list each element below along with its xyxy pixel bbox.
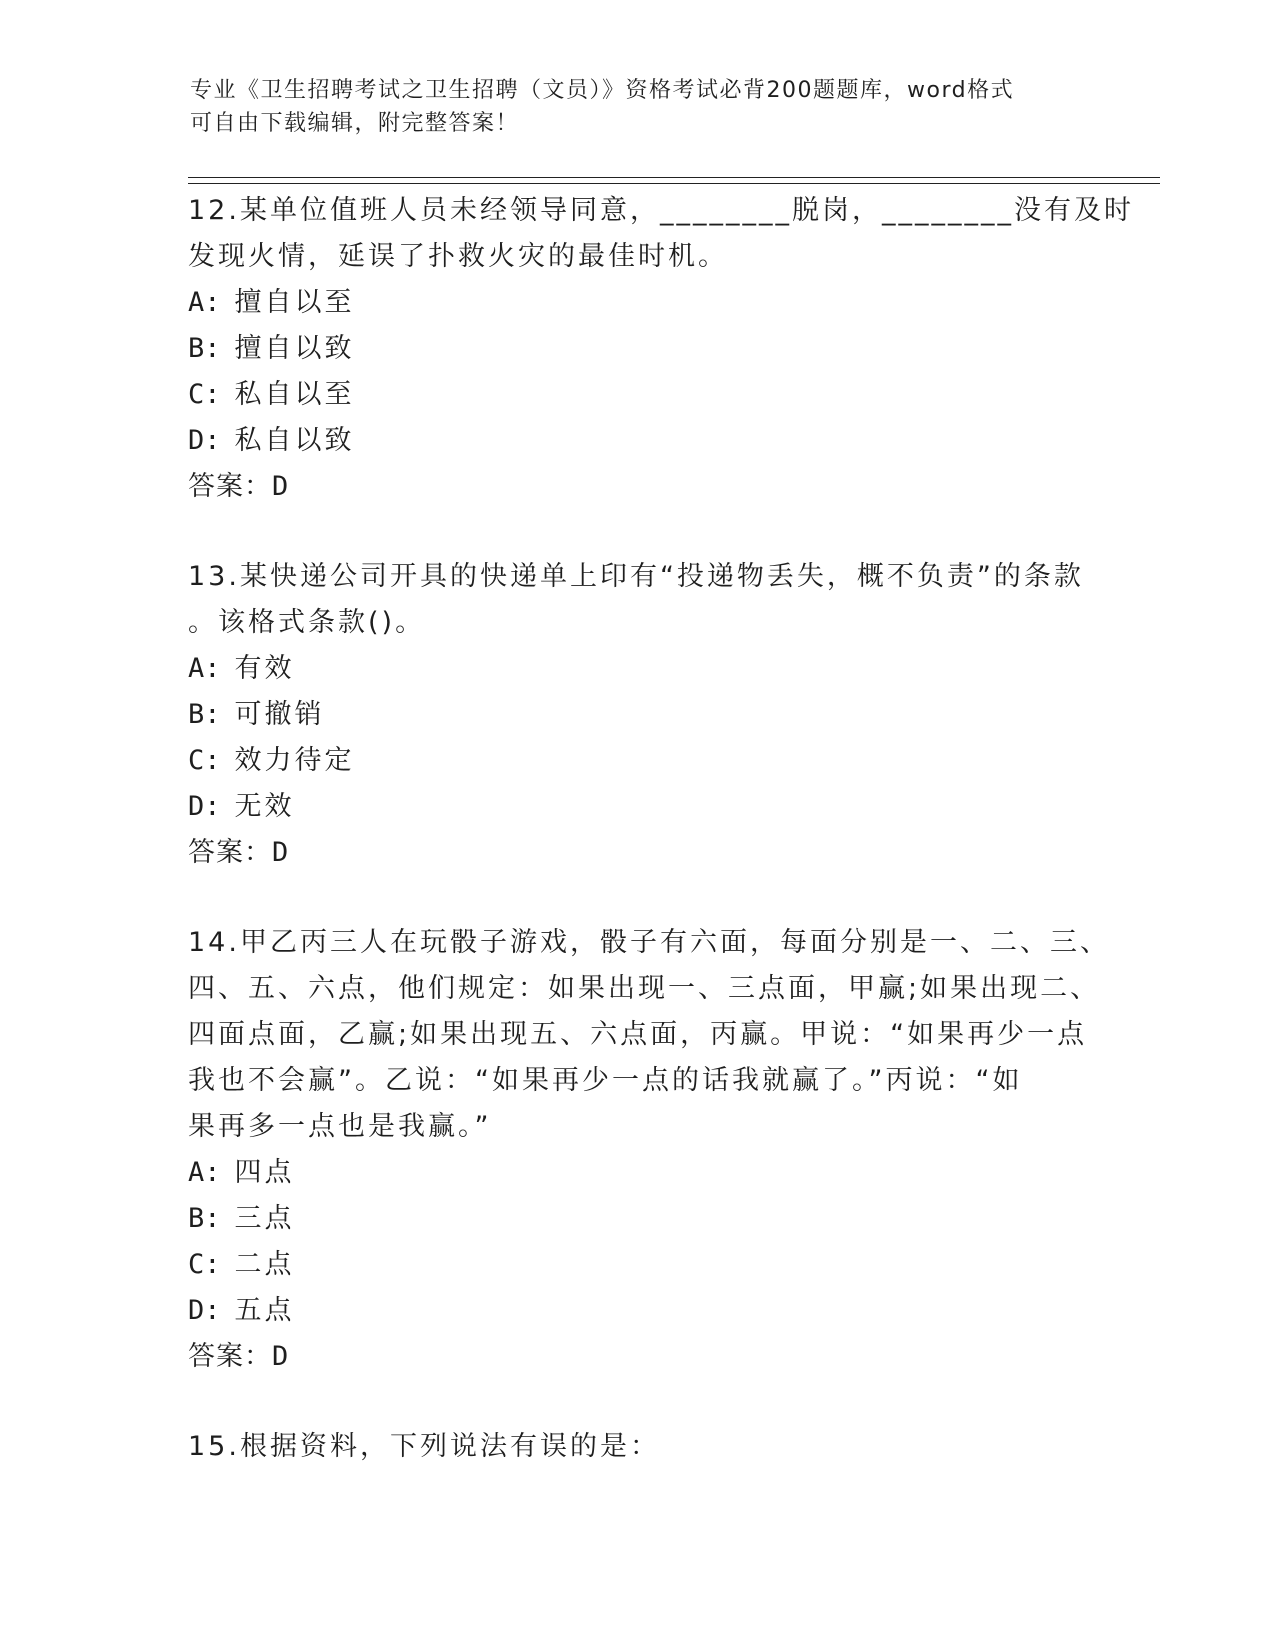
answer-value: D	[272, 471, 290, 502]
question-text-line: 15.根据资料，下列说法有误的是：	[188, 1431, 660, 1462]
question-15	[188, 1424, 1088, 1470]
option-letter: D:	[188, 425, 221, 456]
answer-value: D	[272, 1341, 290, 1372]
option-letter: D:	[188, 1295, 221, 1326]
answer-line	[188, 464, 1088, 510]
option-a	[188, 1150, 1088, 1196]
question-text-line: 13.某快递公司开具的快递单上印有“投递物丢失，概不负责”的条款	[188, 561, 1084, 592]
option-text: 有效	[234, 653, 295, 684]
answer-line	[188, 830, 1088, 876]
option-text: 擅自以致	[234, 333, 355, 364]
question-text-line: 我也不会赢”。乙说：“如果再少一点的话我就赢了。”丙说：“如	[188, 1065, 1023, 1096]
question-text-line: 12.某单位值班人员未经领导同意，________脱岗，________没有及时	[188, 195, 1134, 226]
option-c	[188, 372, 1088, 418]
option-letter: C:	[188, 1249, 221, 1280]
option-letter: D:	[188, 791, 221, 822]
option-letter: B:	[188, 333, 221, 364]
option-text: 五点	[234, 1295, 295, 1326]
option-c	[188, 1242, 1088, 1288]
option-b	[188, 1196, 1088, 1242]
option-d	[188, 784, 1088, 830]
question-13	[188, 554, 1088, 876]
option-text: 私自以至	[234, 379, 355, 410]
option-letter: C:	[188, 745, 221, 776]
question-text-line: 。该格式条款()。	[188, 607, 426, 638]
option-text: 擅自以至	[234, 287, 355, 318]
option-d	[188, 1288, 1088, 1334]
option-text: 无效	[234, 791, 295, 822]
header-divider-top	[188, 177, 1160, 178]
answer-label: 答案：	[188, 837, 272, 868]
option-letter: C:	[188, 379, 221, 410]
option-c	[188, 738, 1088, 784]
question-text-line: 四面点面，乙赢;如果出现五、六点面，丙赢。甲说：“如果再少一点	[188, 1019, 1088, 1050]
option-letter: A:	[188, 1157, 221, 1188]
option-letter: B:	[188, 1203, 221, 1234]
answer-label: 答案：	[188, 471, 272, 502]
option-text: 四点	[234, 1157, 295, 1188]
option-text: 二点	[234, 1249, 295, 1280]
option-b	[188, 692, 1088, 738]
option-text: 效力待定	[234, 745, 355, 776]
question-14	[188, 920, 1110, 1380]
question-text-line: 14.甲乙丙三人在玩骰子游戏，骰子有六面，每面分别是一、二、三、	[188, 927, 1110, 958]
option-b	[188, 326, 1088, 372]
answer-line	[188, 1334, 1088, 1380]
option-text: 三点	[234, 1203, 295, 1234]
question-12	[188, 188, 1134, 510]
option-a	[188, 280, 1088, 326]
option-text: 可撤销	[234, 699, 325, 730]
option-letter: A:	[188, 287, 221, 318]
answer-label: 答案：	[188, 1341, 272, 1372]
question-text-line: 发现火情，延误了扑救火灾的最佳时机。	[188, 241, 728, 272]
option-a	[188, 646, 1088, 692]
option-text: 私自以致	[234, 425, 355, 456]
header-line-2: 可自由下载编辑，附完整答案！	[190, 111, 520, 136]
question-text-line: 果再多一点也是我赢。”	[188, 1111, 492, 1142]
header-line-1: 专业《卫生招聘考试之卫生招聘（文员）》资格考试必背200题题库，word格式	[190, 78, 1015, 103]
option-letter: B:	[188, 699, 221, 730]
question-text-line: 四、五、六点，他们规定：如果出现一、三点面，甲赢;如果出现二、	[188, 973, 1101, 1004]
option-letter: A:	[188, 653, 221, 684]
answer-value: D	[272, 837, 290, 868]
document-header	[190, 74, 1090, 140]
option-d	[188, 418, 1088, 464]
header-divider-bottom	[188, 183, 1160, 184]
